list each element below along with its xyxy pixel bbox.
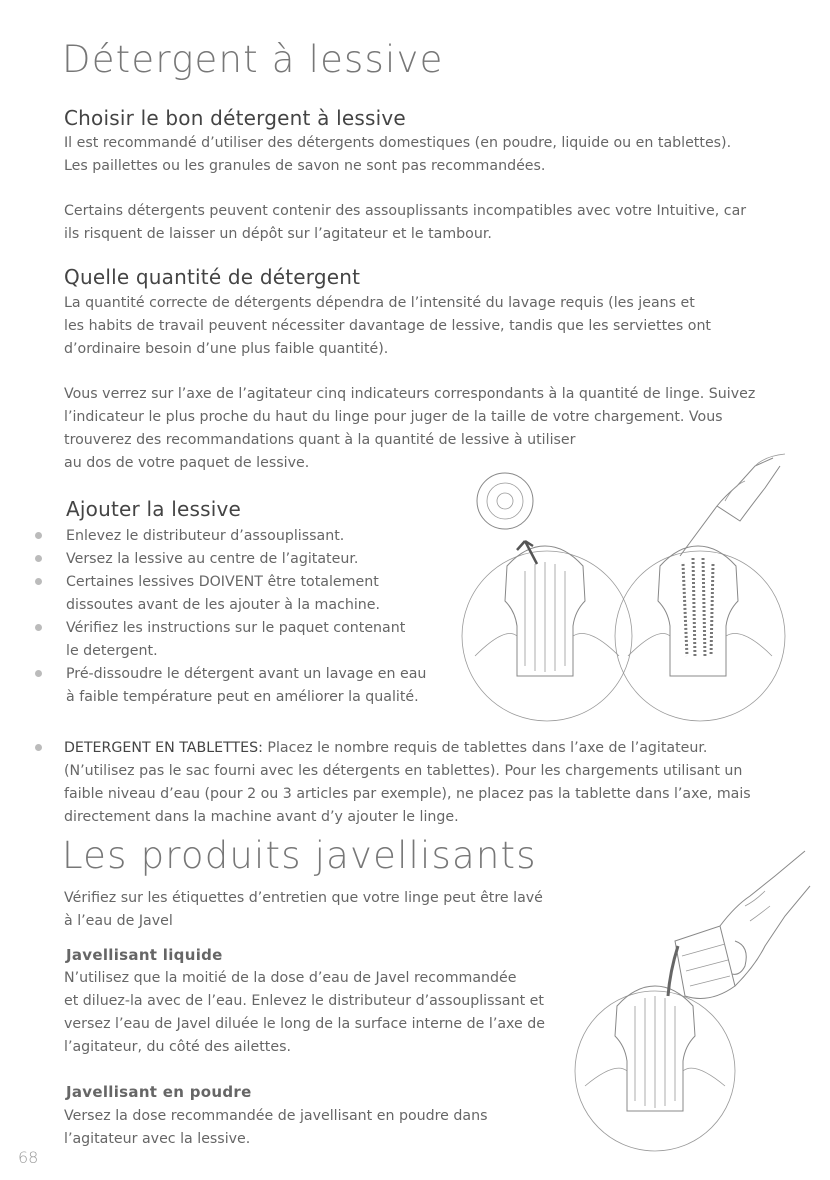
list-item-text: Vérifiez les instructions sur le paquet contenant: [66, 620, 406, 636]
heading-javellisant-poudre: Javellisant en poudre: [66, 1083, 252, 1101]
section-choisir: [64, 132, 804, 246]
paragraph-line: trouverez des recommandations quant à la quantité de lessive à utiliser: [64, 432, 576, 448]
paragraph-line: à l’eau de Javel: [64, 913, 173, 929]
list-item: [64, 525, 464, 548]
page-number: 68: [18, 1148, 39, 1167]
ajouter-bullet-list: [64, 525, 464, 709]
bullet-icon: [35, 744, 42, 751]
paragraph-text: Placez le nombre requis de tablettes dans l’axe de l’agitateur.: [262, 740, 708, 756]
section-tablettes: [64, 737, 804, 829]
paragraph-line: Vous verrez sur l’axe de l’agitateur cinq indicateurs correspondants à la quantité de linge. Suivez: [64, 386, 756, 402]
agitator-detergent-illustration: [455, 446, 825, 726]
page-title: Détergent à lessive: [62, 38, 444, 81]
heading-choisir: Choisir le bon détergent à lessive: [64, 106, 406, 130]
bullet-icon: [35, 670, 42, 677]
paragraph-line: Vérifiez sur les étiquettes d’entretien que votre linge peut être lavé: [64, 890, 543, 906]
paragraph-line: l’agitateur, du côté des ailettes.: [64, 1039, 291, 1055]
paragraph-line: [64, 737, 804, 760]
list-item-text: le detergent.: [66, 643, 158, 659]
paragraph-line: (N’utilisez pas le sac fourni avec les détergents en tablettes). Pour les chargements utilisant un: [64, 763, 743, 779]
section-javel-poudre: [64, 1105, 584, 1151]
paragraph-line: Il est recommandé d’utiliser des détergents domestiques (en poudre, liquide ou en tablettes).: [64, 135, 732, 151]
bullet-icon: [35, 532, 42, 539]
section-title-javel: Les produits javellisants: [62, 834, 537, 877]
list-item-text: à faible température peut en améliorer la qualité.: [66, 689, 419, 705]
list-item: [64, 617, 464, 663]
paragraph-line: au dos de votre paquet de lessive.: [64, 455, 310, 471]
paragraph-line: l’indicateur le plus proche du haut du linge pour juger de la taille de votre chargement. Vous: [64, 409, 723, 425]
paragraph-line: d’ordinaire besoin d’une plus faible quantité).: [64, 341, 389, 357]
list-item-text: Pré-dissoudre le détergent avant un lavage en eau: [66, 666, 427, 682]
list-item: [64, 548, 464, 571]
list-item-text: Versez la lessive au centre de l’agitateur.: [66, 551, 359, 567]
list-item: [64, 571, 464, 617]
heading-javellisant-liquide: Javellisant liquide: [66, 946, 223, 964]
bleach-pouring-illustration: [570, 846, 815, 1166]
paragraph-line: l’agitateur avec la lessive.: [64, 1131, 251, 1147]
heading-ajouter: Ajouter la lessive: [66, 497, 242, 521]
bullet-icon: [35, 578, 42, 585]
paragraph-line: et diluez-la avec de l’eau. Enlevez le distributeur d’assouplissant et: [64, 993, 544, 1009]
section-javel-liquide: [64, 967, 584, 1059]
bullet-icon: [35, 624, 42, 631]
list-item-text: Enlevez le distributeur d’assouplissant.: [66, 528, 345, 544]
list-item-text: Certaines lessives DOIVENT être totalement: [66, 574, 379, 590]
heading-quantite: Quelle quantité de détergent: [64, 265, 361, 289]
paragraph-line: Les paillettes ou les granules de savon ne sont pas recommandées.: [64, 158, 546, 174]
paragraph-line: ils risquent de laisser un dépôt sur l’agitateur et le tambour.: [64, 226, 492, 242]
list-item: [64, 663, 464, 709]
paragraph-line: faible niveau d’eau (pour 2 ou 3 articles par exemple), ne placez pas la tablette dans l’axe, mais: [64, 786, 751, 802]
section-javel: [64, 887, 584, 933]
paragraph-line: Certains détergents peuvent contenir des assouplissants incompatibles avec votre Intuitive, car: [64, 203, 747, 219]
paragraph-line: versez l’eau de Javel diluée le long de la surface interne de l’axe de: [64, 1016, 545, 1032]
paragraph-line: directement dans la machine avant d’y ajouter le linge.: [64, 809, 459, 825]
paragraph-line: Versez la dose recommandée de javellisant en poudre dans: [64, 1108, 488, 1124]
paragraph-line: N’utilisez que la moitié de la dose d’eau de Javel recommandée: [64, 970, 517, 986]
list-item-text: dissoutes avant de les ajouter à la machine.: [66, 597, 381, 613]
tablettes-label: DETERGENT EN TABLETTES:: [64, 740, 263, 756]
paragraph-line: les habits de travail peuvent nécessiter davantage de lessive, tandis que les serviettes ont: [64, 318, 711, 334]
paragraph-line: La quantité correcte de détergents dépendra de l’intensité du lavage requis (les jeans et: [64, 295, 695, 311]
bullet-icon: [35, 555, 42, 562]
